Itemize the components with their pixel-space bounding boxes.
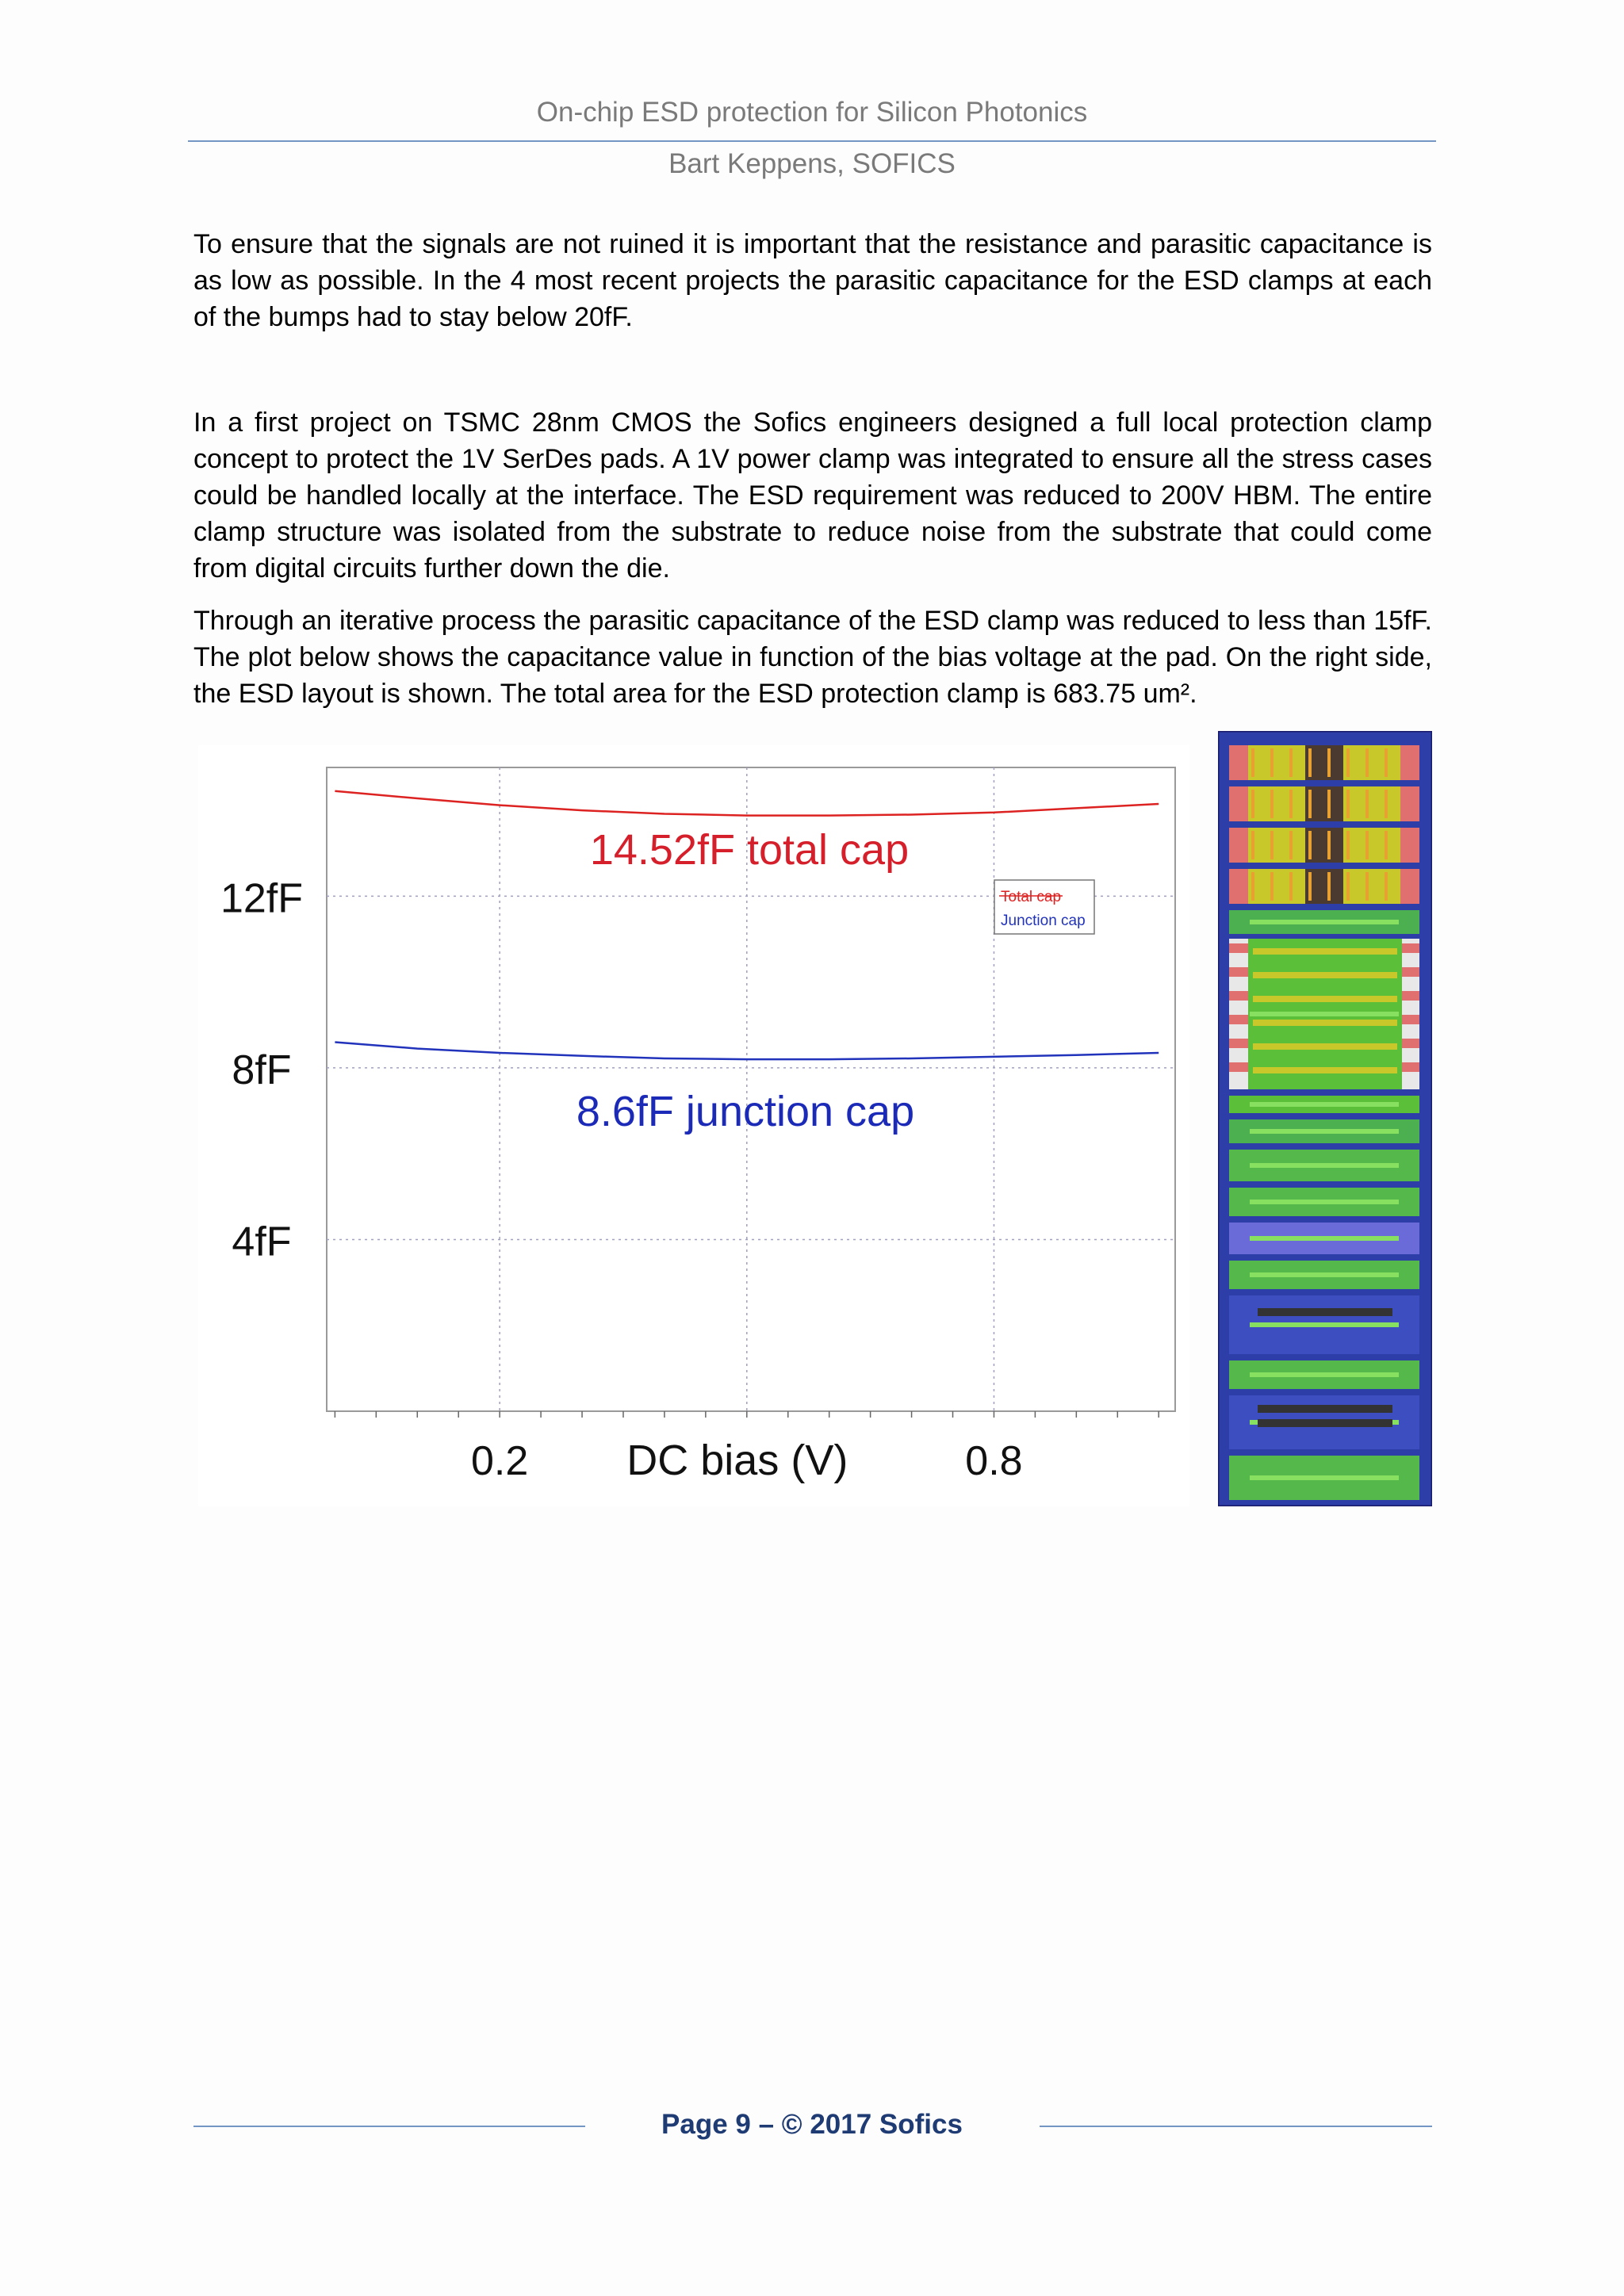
layout-finger [1308,831,1312,859]
layout-finger [1270,790,1274,818]
layout-strip [1253,1020,1397,1026]
layout-finger [1365,748,1369,777]
layout-strip [1253,1067,1397,1073]
layout-finger [1346,790,1350,818]
layout-strip [1250,1012,1399,1016]
esd-layout-image [1218,731,1432,1506]
layout-finger [1365,872,1369,901]
header-rule [188,140,1436,142]
layout-finger [1251,748,1254,777]
layout-finger [1270,872,1274,901]
layout-finger [1308,748,1312,777]
layout-block [1400,869,1419,904]
layout-strip [1229,991,1248,1001]
layout-finger [1385,831,1388,859]
layout-strip [1253,948,1397,955]
layout-strip [1253,1043,1397,1050]
x-tick-label: 0.2 [471,1438,529,1484]
layout-finger [1365,831,1369,859]
layout-block [1229,745,1248,780]
layout-strip [1258,1419,1392,1427]
header-title: On-chip ESD protection for Silicon Photonics [536,97,1088,128]
layout-block [1229,786,1248,821]
paragraph-first-project: In a first project on TSMC 28nm CMOS the Sofics engineers designed a full local protection clamp concept to protect the 1V SerDes pads. A 1V power clamp was integrated to ensure all the stress cases could be handled locally at the interface. The ESD requirement was reduced to 200V HBM. The entire clamp structure was isolated from the substrate to reduce noise from the substrate that could come from digital circuits further down the die. [193,408,1432,584]
annotation-junction-cap: 8.6fF junction cap [576,1088,915,1135]
layout-strip [1402,1062,1419,1072]
layout-strip [1250,1236,1399,1241]
layout-finger [1289,790,1293,818]
paragraph-capacitance-requirement: To ensure that the signals are not ruined it is important that the resistance and parasitic capacitance is as low as possible. In the 4 most recent projects the parasitic capacitance for the ESD clamps at each of the bumps had to stay below 20fF. [193,229,1432,332]
layout-finger [1346,831,1350,859]
header-author: Bart Keppens, SOFICS [668,148,956,179]
layout-finger [1251,790,1254,818]
y-tick-label: 4fF [232,1219,292,1265]
layout-strip [1402,943,1419,953]
page-footer: Page 9 – © 2017 Sofics [661,2109,963,2140]
layout-strip [1229,1062,1248,1072]
layout-strip [1402,1039,1419,1048]
layout-strip [1402,1015,1419,1024]
layout-finger [1346,748,1350,777]
layout-finger [1385,748,1388,777]
legend-entry: Junction cap [1001,913,1086,929]
layout-finger [1289,831,1293,859]
legend-entry: Total cap [1001,889,1062,905]
layout-strip [1250,1129,1399,1134]
layout-strip [1229,967,1248,977]
footer-rule-right [1040,2126,1432,2127]
layout-strip [1258,1308,1392,1316]
layout-strip [1250,920,1399,924]
layout-block [1229,869,1248,904]
layout-strip [1250,1102,1399,1107]
layout-finger [1365,790,1369,818]
layout-strip [1253,972,1397,978]
layout-finger [1327,831,1331,859]
layout-finger [1346,872,1350,901]
layout-finger [1289,872,1293,901]
layout-finger [1308,872,1312,901]
layout-finger [1385,872,1388,901]
layout-block [1400,745,1419,780]
layout-finger [1251,872,1254,901]
layout-finger [1308,790,1312,818]
layout-finger [1289,748,1293,777]
layout-block [1229,828,1248,863]
layout-strip [1250,1163,1399,1168]
layout-strip [1250,1475,1399,1480]
layout-strip [1258,1405,1392,1413]
layout-finger [1270,748,1274,777]
layout-finger [1251,831,1254,859]
layout-strip [1253,996,1397,1002]
layout-finger [1327,790,1331,818]
layout-strip [1250,1200,1399,1204]
annotation-total-cap: 14.52fF total cap [589,826,910,874]
y-tick-label: 8fF [232,1047,292,1093]
layout-finger [1385,790,1388,818]
capacitance-vs-bias-chart [198,745,1189,1506]
layout-strip [1229,943,1248,953]
layout-strip [1250,1372,1399,1377]
layout-finger [1270,831,1274,859]
layout-strip [1402,967,1419,977]
paragraph-iterative-process: Through an iterative process the parasitic capacitance of the ESD clamp was reduced to less than 15fF. The plot below shows the capacitance value in function of the bias voltage at the pad. On the right side, the ESD layout is shown. The total area for the ESD protection clamp is 683.75 um². [193,606,1432,709]
x-tick-label: 0.8 [965,1438,1023,1484]
layout-strip [1250,1322,1399,1327]
layout-finger [1327,748,1331,777]
layout-finger [1327,872,1331,901]
y-tick-label: 12fF [220,875,304,922]
layout-strip [1402,991,1419,1001]
layout-strip [1250,1272,1399,1277]
layout-block [1400,786,1419,821]
x-axis-label: DC bias (V) [626,1437,848,1484]
layout-block [1400,828,1419,863]
layout-strip [1229,1015,1248,1024]
layout-strip [1229,1039,1248,1048]
